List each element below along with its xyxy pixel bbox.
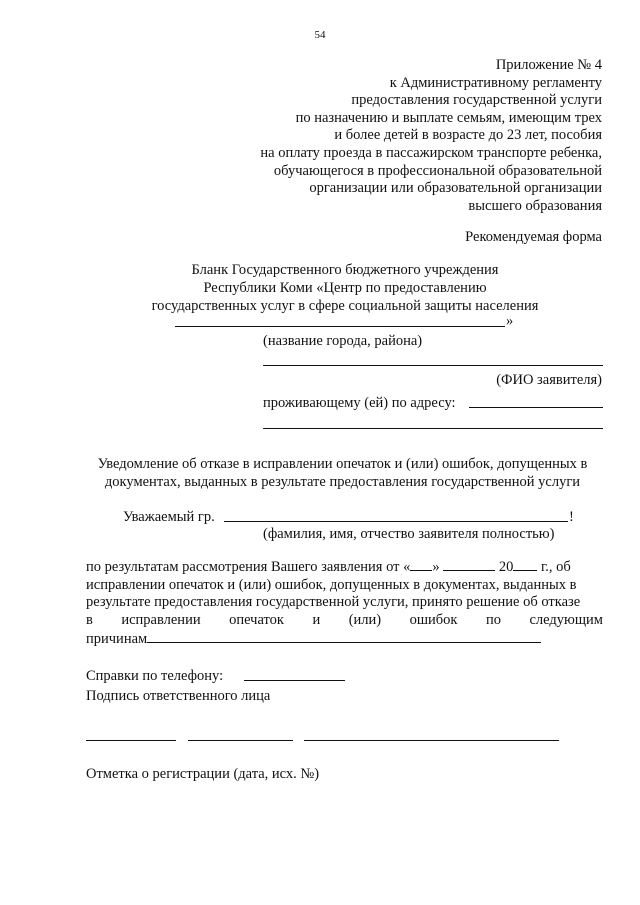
page-number: 54 xyxy=(314,29,326,41)
body-text: 20 xyxy=(498,559,514,575)
body-word: исправлении xyxy=(121,611,201,628)
signature-label: Подпись ответственного лица xyxy=(86,688,271,704)
salutation-label: Уважаемый гр. xyxy=(123,509,215,525)
phone-blank-line[interactable] xyxy=(244,680,345,681)
closing-quote: » xyxy=(506,313,514,329)
signature-blank-name[interactable] xyxy=(304,740,559,741)
appendix-line: на оплату проезда в пассажирском транспорте ребенка, xyxy=(260,144,602,161)
body-line-5 xyxy=(86,629,603,649)
appendix-line: организации или образовательной организации xyxy=(309,180,602,197)
body-text: » xyxy=(432,559,440,575)
appendix-line: по назначению и выплате семьям, имеющим трех xyxy=(295,109,602,126)
body-line-2: исправлении опечаток и (или) ошибок, допущенных в документах, выданных в xyxy=(86,576,577,593)
recommended-form-label: Рекомендуемая форма xyxy=(465,229,602,245)
address-label: проживающему (ей) по адресу: xyxy=(263,395,456,411)
signature-blank-position[interactable] xyxy=(86,740,176,741)
institution-header xyxy=(140,261,550,315)
header-line-2: Республики Коми «Центр по предоставлению xyxy=(203,280,487,296)
body-word: следующим xyxy=(529,611,603,628)
address-blank-line-1[interactable] xyxy=(469,407,603,408)
body-word: (или) xyxy=(348,611,382,628)
body-text: г., об xyxy=(541,559,571,575)
appendix-line: Приложение № 4 xyxy=(495,57,602,73)
appendix-block xyxy=(260,57,602,215)
fio-caption: (ФИО заявителя) xyxy=(496,372,602,388)
body-word: ошибок xyxy=(409,611,458,628)
year-blank[interactable] xyxy=(513,557,537,571)
appendix-line: и более детей в возрасте до 23 лет, пособия xyxy=(334,127,602,144)
phone-label: Справки по телефону: xyxy=(86,668,224,684)
registration-label: Отметка о регистрации (дата, исх. №) xyxy=(86,766,320,782)
body-word: в xyxy=(86,611,93,628)
appendix-line: к Административному регламенту xyxy=(389,74,602,91)
body-text: по результатам рассмотрения Вашего заявления от « xyxy=(86,559,411,575)
salutation-name-line[interactable] xyxy=(224,521,568,522)
salutation-caption: (фамилия, имя, отчество заявителя полностью) xyxy=(263,526,555,542)
header-line-1: Бланк Государственного бюджетного учреждения xyxy=(191,262,499,278)
body-line-4 xyxy=(86,612,603,630)
notice-title: Уведомление об отказе в исправлении опечаток и (или) ошибок, допущенных в документах, выданных в результате предоставления государственной услуги xyxy=(97,456,588,490)
body-line-3: результате предоставления государственной услуги, принято решение об отказе xyxy=(86,594,581,611)
reasons-blank[interactable] xyxy=(147,629,541,643)
address-blank-line-2[interactable] xyxy=(263,428,603,429)
body-text: причинам xyxy=(86,631,148,648)
city-caption: (название города, района) xyxy=(263,333,423,349)
body-word: опечаток xyxy=(229,611,284,628)
header-line-3: государственных услуг в сфере социальной защиты населения xyxy=(151,298,539,314)
month-blank[interactable] xyxy=(443,557,495,571)
appendix-line: предоставления государственной услуги xyxy=(351,92,602,109)
appendix-line: высшего образования xyxy=(468,197,602,214)
day-blank[interactable] xyxy=(410,557,432,571)
signature-blank-sign[interactable] xyxy=(188,740,293,741)
city-blank-line[interactable] xyxy=(175,326,505,327)
body-line-1 xyxy=(86,557,603,577)
salutation-end: ! xyxy=(569,509,574,525)
fio-blank-line[interactable] xyxy=(263,365,603,366)
appendix-line: обучающегося в профессиональной образовательной xyxy=(273,162,602,179)
body-word: по xyxy=(485,611,501,628)
body-paragraph xyxy=(86,557,603,649)
body-word: и xyxy=(312,611,321,628)
